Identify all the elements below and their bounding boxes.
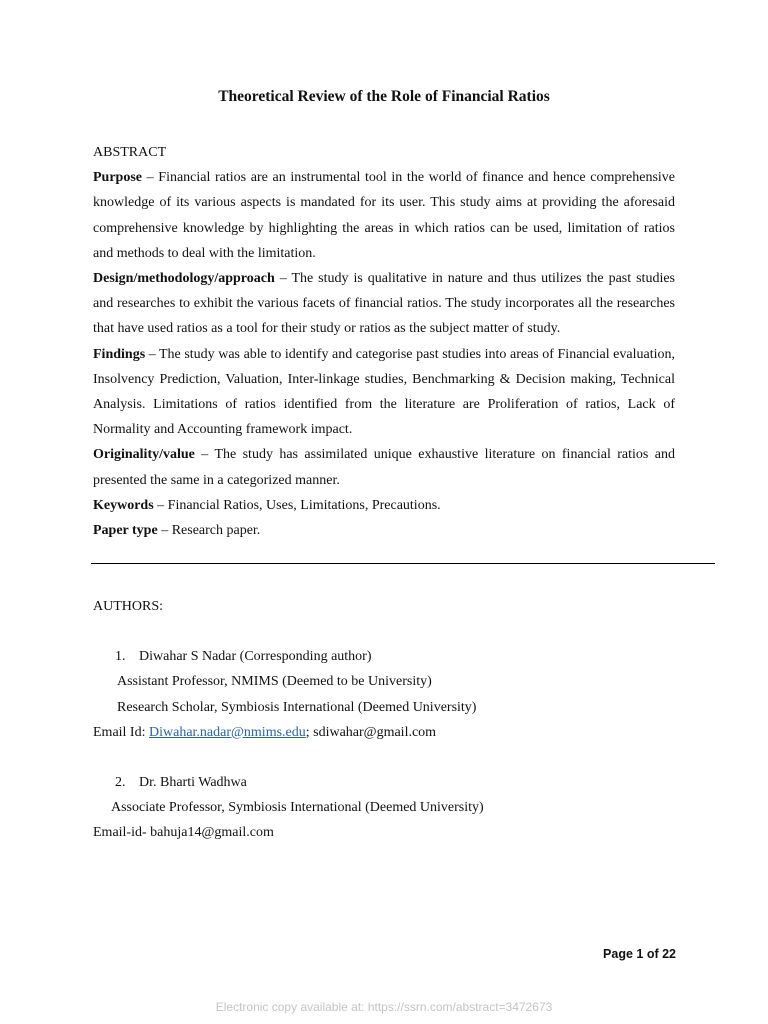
paper-type-text: – Research paper. bbox=[157, 523, 261, 539]
keywords-label: Keywords bbox=[93, 497, 154, 513]
abstract-keywords bbox=[93, 493, 675, 518]
author-2-name-line bbox=[93, 770, 693, 795]
authors-heading: AUTHORS: bbox=[93, 599, 164, 614]
findings-label: Findings bbox=[93, 346, 146, 362]
abstract-purpose bbox=[93, 165, 675, 266]
design-label: Design/methodology/approach bbox=[93, 271, 275, 287]
author-1-affiliation-1: Assistant Professor, NMIMS (Deemed to be University) bbox=[117, 674, 432, 690]
design-text: – The study is qualitative in nature and thus utilizes the past studies and researches to exhibit the various facets of financial ratios. The study incorporates all the researches that have used ratios as a tool for their study or ratios as the subject matter of study. bbox=[93, 271, 675, 337]
author-1-name: Diwahar S Nadar (Corresponding author) bbox=[139, 649, 372, 665]
author-1-email-prefix: Email Id: bbox=[93, 724, 149, 740]
abstract-section bbox=[93, 140, 675, 543]
abstract-originality bbox=[93, 442, 675, 492]
keywords-text: – Financial Ratios, Uses, Limitations, Precautions. bbox=[153, 497, 441, 513]
abstract-findings bbox=[93, 342, 675, 443]
page-number: Page 1 of 22 bbox=[603, 947, 676, 961]
originality-text: – The study has assimilated unique exhaustive literature on financial ratios and presented the same in a categorized manner. bbox=[93, 447, 675, 488]
author-1-email-rest: ; sdiwahar@gmail.com bbox=[305, 724, 437, 740]
findings-text: – The study was able to identify and categorise past studies into areas of Financial evaluation, Insolvency Prediction, Valuation, Inter-linkage studies, Benchmarking & Decision making, Technical Analysis. Limitations of ratios identified from the literature are Proliferation of ratios, Lack of Normality and Accounting framework impact. bbox=[93, 346, 675, 438]
abstract-design bbox=[93, 266, 675, 342]
authors-section bbox=[93, 594, 693, 846]
author-2-name: Dr. Bharti Wadhwa bbox=[139, 775, 247, 791]
paper-title: Theoretical Review of the Role of Financial Ratios bbox=[218, 88, 550, 105]
author-1-name-line bbox=[93, 644, 693, 669]
ssrn-footer: Electronic copy available at: https://ssrn.com/abstract=3472673 bbox=[215, 1000, 553, 1014]
author-2-number: 2. bbox=[115, 775, 126, 791]
author-1-number: 1. bbox=[115, 649, 126, 665]
abstract-heading: ABSTRACT bbox=[93, 145, 167, 160]
author-1-email-link[interactable]: Diwahar.nadar@nmims.edu bbox=[149, 724, 306, 740]
author-1-affiliation-2: Research Scholar, Symbiosis International (Deemed University) bbox=[117, 699, 477, 715]
purpose-label: Purpose bbox=[93, 170, 142, 186]
purpose-text: – Financial ratios are an instrumental tool in the world of finance and hence comprehensive knowledge of its various aspects is mandated for its user. This study aims at providing the aforesaid comprehensive knowledge by highlighting the areas in which ratios can be used, limitation of ratios and methods to deal with the limitation. bbox=[93, 170, 675, 261]
originality-label: Originality/value bbox=[93, 447, 195, 463]
author-2-affiliation: Associate Professor, Symbiosis International (Deemed University) bbox=[111, 800, 484, 816]
abstract-paper-type bbox=[93, 518, 675, 543]
author-1-email-line bbox=[93, 720, 693, 745]
section-divider bbox=[91, 563, 715, 564]
author-2-email: Email-id- bahuja14@gmail.com bbox=[93, 825, 274, 841]
paper-type-label: Paper type bbox=[93, 523, 158, 539]
